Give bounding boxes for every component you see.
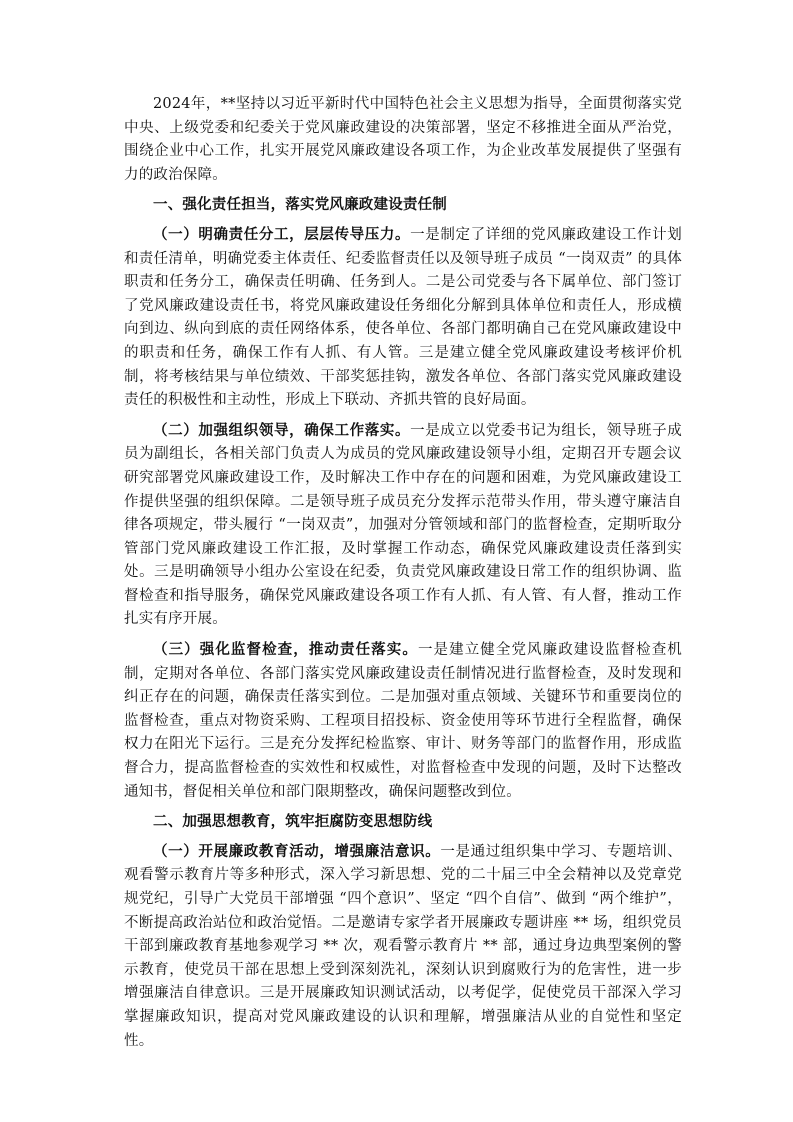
section-2-item-1 [124,840,682,1053]
item-lead: （一）开展廉政教育活动，增强廉洁意识。 [153,842,441,860]
item-lead: （三）强化监督检查，推动责任落实。 [153,641,418,659]
item-body: 一是成立以党委书记为组长，领导班子成员为副组长，各相关部门负责人为成员的党风廉政建设领导小组，定期召开专题会议研究部署党风廉政建设工作，及时解决工作中存在的问题和困难，为党风廉政建设工作提供坚强的组织保障。二是领导班子成员充分发挥示范带头作用，带头遵守廉洁自律各项规定，带头履行 “一岗双责”，加强对分管领域和部门的监督检查，定期听取分管部门党风廉政建设工作汇报，及时掌握工作动态，确保党风廉政建设责任落到实处。三是明确领导小组办公室设在纪委，负责党风廉政建设日常工作的组织协调、监督检查和指导服务，确保党风廉政建设各项工作有人抓、有人管、有人督，推动工作扎实有序开展。 [124,422,682,628]
item-body: 一是制定了详细的党风廉政建设工作计划和责任清单，明确党委主体责任、纪委监督责任以及领导班子成员 “一岗双责” 的具体职责和任务分工，确保责任明确、任务到人。二是公司党委与各下属单位、部门签订了党风廉政建设责任书，将党风廉政建设任务细化分解到具体单位和责任人，形成横向到边、纵向到底的责任网络体系，使各单位、各部门都明确自己在党风廉政建设中的职责和任务，确保工作有人抓、有人管。三是建立健全党风廉政建设考核评价机制，将考核结果与单位绩效、干部奖惩挂钩，激发各单位、各部门落实党风廉政建设责任的积极性和主动性，形成上下联动、齐抓共管的良好局面。 [124,226,682,409]
section-2-heading: 二、加强思想教育，筑牢拒腐防变思想防线 [153,813,433,831]
section-1-item-3 [124,638,682,804]
intro-paragraph: 2024年，**坚持以习近平新时代中国特色社会主义思想为指导，全面贯彻落实党中央、上级党委和纪委关于党风廉政建设的决策部署，坚定不移推进全面从严治党，围绕企业中心工作，扎实开展党风廉政建设各项工作，为企业改革发展提供了坚强有力的政治保障。 [124,96,682,183]
item-body: 一是通过组织集中学习、专题培训、观看警示教育片等多种形式，深入学习新思想、党的二十届三中全会精神以及党章党规党纪，引导广大党员干部增强 “四个意识”、坚定 “四个自信”、做到 “两个维护”，不断提高政治站位和政治觉悟。二是邀请专家学者开展廉政专题讲座 ** 场，组织党员干部到廉政教育基地参观学习 ** 次，观看警示教育片 ** 部，通过身边典型案例的警示教育，使党员干部在思想上受到深刻洗礼，深刻认识到腐败行为的危害性，进一步增强廉洁自律意识。三是开展廉政知识测试活动，以考促学，促使党员干部深入学习掌握廉政知识，提高对党风廉政建设的认识和理解，增强廉洁从业的自觉性和坚定性。 [124,843,682,1049]
section-1-heading: 一、强化责任担当，落实党风廉政建设责任制 [153,196,447,214]
section-1-item-1 [124,223,682,413]
item-lead: （一）明确责任分工，层层传导压力。 [153,225,411,243]
item-lead: （二）加强组织领导，确保工作落实。 [153,421,411,439]
document-page [124,93,682,1059]
item-body: 一是建立健全党风廉政建设监督检查机制，定期对各单位、各部门落实党风廉政建设责任制情况进行监督检查，及时发现和纠正存在的问题，确保责任落实到位。二是加强对重点领域、关键环节和重要岗位的监督检查，重点对物资采购、工程项目招投标、资金使用等环节进行全程监督，确保权力在阳光下运行。三是充分发挥纪检监察、审计、财务等部门的监督作用，形成监督合力，提高监督检查的实效性和权威性，对监督检查中发现的问题，及时下达整改通知书，督促相关单位和部门限期整改，确保问题整改到位。 [124,642,682,800]
section-1-item-2 [124,419,682,632]
